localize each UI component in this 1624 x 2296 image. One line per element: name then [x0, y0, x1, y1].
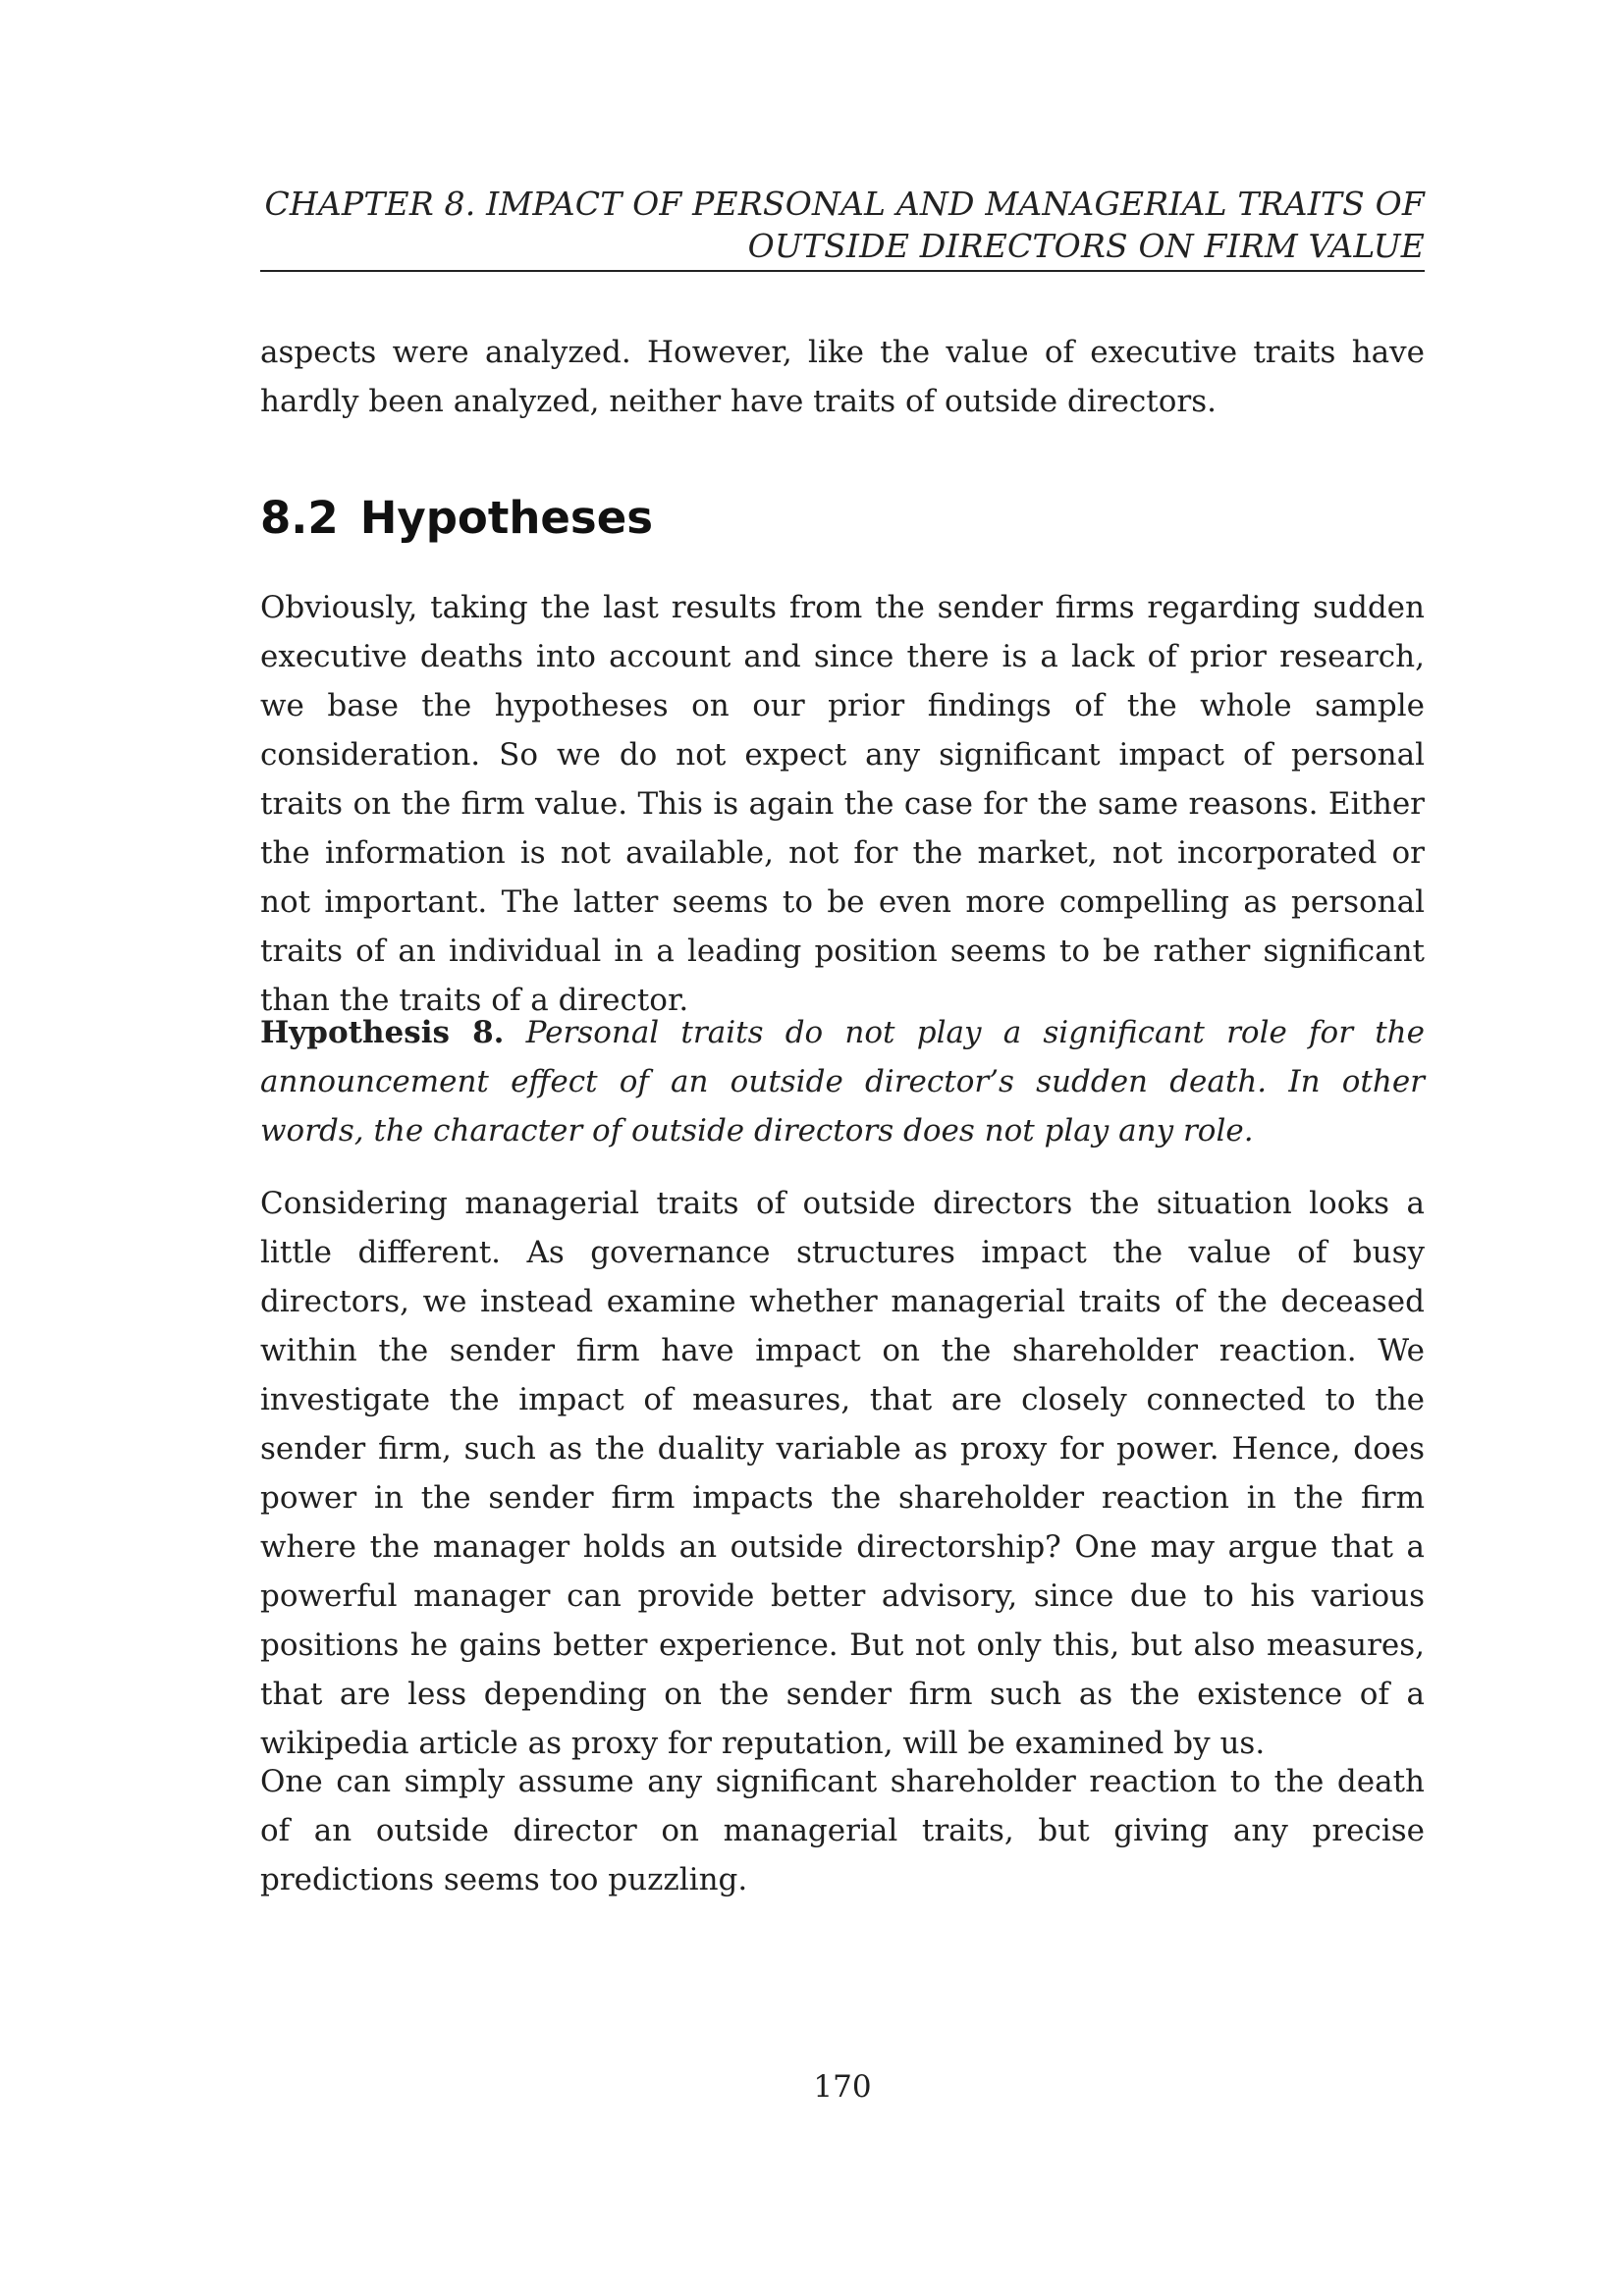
running-header: [260, 183, 1425, 267]
paragraph-2: Considering managerial traits of outside directors the situation looks a little different. As governance structures impact the value of busy directors, we instead examine whether managerial traits of the deceased within the sender firm have impact on the shareholder reaction. We investigate the impact of measures, that are closely connected to the sender firm, such as the duality variable as proxy for power. Hence, does power in the sender firm impacts the shareholder reaction in the firm where the manager holds an outside directorship? One may argue that a powerful manager can provide better advisory, since due to his various positions he gains better experience. But not only this, but also measures, that are less depending on the sender firm such as the existence of a wikipedia article as proxy for reputation, will be examined by us.: [260, 1186, 1425, 1761]
section-heading: [260, 489, 1425, 548]
page-number: 170: [813, 2069, 872, 2105]
section-title: Hypotheses: [359, 492, 653, 544]
header-rule: [260, 270, 1425, 272]
section-number: 8.2: [260, 492, 339, 544]
paragraph-3: One can simply assume any significant shareholder reaction to the death of an outside director on managerial traits, but giving any precise predictions seems too puzzling.: [260, 1764, 1425, 1897]
running-header-line-1: CHAPTER 8. IMPACT OF PERSONAL AND MANAGERIAL TRAITS OF: [264, 185, 1425, 223]
document-page: [260, 0, 1425, 2296]
running-header-line-2: OUTSIDE DIRECTORS ON FIRM VALUE: [747, 227, 1425, 265]
hypothesis-label: Hypothesis 8.: [260, 1015, 505, 1050]
intro-paragraph: aspects were analyzed. However, like the value of executive traits have hardly been analyzed, neither have traits of outside directors.: [260, 335, 1425, 419]
hypothesis-text: Personal traits do not play a significant role for the announcement effect of an outside director’s sudden death. In other words, the character of outside directors does not play any role.: [260, 1015, 1425, 1148]
hypothesis-block: [260, 1008, 1425, 1155]
paragraph-1: Obviously, taking the last results from the sender firms regarding sudden executive deaths into account and since there is a lack of prior research, we base the hypotheses on our prior findings of the whole sample consideration. So we do not expect any significant impact of personal traits on the firm value. This is again the case for the same reasons. Either the information is not available, not for the market, not incorporated or not important. The latter seems to be even more compelling as personal traits of an individual in a leading position seems to be rather significant than the traits of a director.: [260, 590, 1425, 1018]
